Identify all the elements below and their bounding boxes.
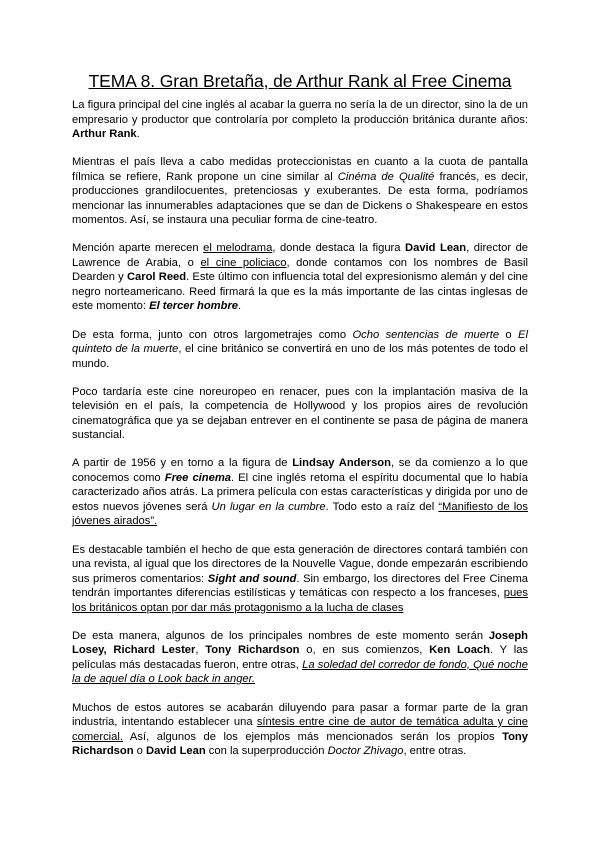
text-run: o	[133, 745, 146, 757]
paragraph	[72, 385, 528, 443]
emphasized-text: David Lean	[405, 242, 467, 255]
emphasized-text: el cine policiaco	[200, 256, 287, 269]
emphasized-text: Doctor Zhivago	[327, 745, 404, 757]
emphasized-text: “Manifiesto de los jóvenes airados”.	[72, 500, 528, 528]
text-run: francés, es decir, producciones grandilocuentes, pretenciosas y exuberantes. De esta forma, podríamos mencionar las innumerables adaptaciones que se dan de Dickens o Shakespeare en estos momentos. Así, se instaura una peculiar forma de cine-teatro.	[72, 170, 528, 227]
paragraph	[72, 543, 528, 616]
text-run: De esta forma, junto con otros largometrajes como	[72, 328, 353, 341]
emphasized-text: Tony Richardson	[205, 644, 300, 657]
text-run: . Este último con influencia total del expresionismo alemán y del cine negro norteamericano. Reed firmará la que es la más importante de las cintas inglesas de este momento:	[72, 271, 529, 313]
emphasized-text: Tony Richardson	[72, 730, 528, 757]
paragraph	[72, 155, 528, 228]
paragraph	[72, 701, 528, 759]
emphasized-text: Lindsay Anderson	[292, 457, 391, 470]
text-run: , el cine británico se convertirá en uno de los más potentes de todo el mundo.	[72, 343, 528, 370]
emphasized-text: El tercer hombre	[149, 300, 239, 313]
text-run: . Sin embargo, los directores del Free Cinema tendrán importantes diferencias estilísticas y temáticas con respecto a los franceses,	[72, 572, 528, 600]
text-run: , se da comienzo a lo que conocemos como	[72, 457, 528, 484]
text-run: . Y las películas más destacadas fueron, entre otras,	[72, 644, 529, 671]
emphasized-text: Joseph Losey, Richard Lester	[72, 629, 528, 657]
emphasized-text: pues los británicos optan por dar más protagonismo a la lucha de clases	[72, 587, 528, 614]
text-run: Mientras el país lleva a cabo medidas proteccionistas en cuanto a la cuota de pantalla fílmica se refiere, Rank propone un cine similar al	[72, 156, 528, 183]
text-run: Así, algunos de los ejemplos más mencionados serán los propios	[122, 730, 503, 743]
emphasized-text: David Lean	[146, 745, 206, 757]
text-run: , donde destaca la figura	[272, 242, 406, 255]
paragraph	[72, 241, 528, 314]
emphasized-text: Cinéma de Qualité	[337, 170, 435, 183]
paragraph	[72, 98, 528, 142]
text-run: , entre otras.	[403, 745, 467, 757]
emphasized-text: Free cinema	[164, 471, 231, 484]
paragraph	[72, 629, 528, 687]
emphasized-text: Un lugar en la cumbre	[211, 500, 326, 513]
document-title: TEMA 8. Gran Bretaña, de Arthur Rank al Free Cinema	[88, 71, 512, 91]
text-run: La figura principal del cine inglés al acabar la guerra no sería la de un director, sino la de un empresario y productor que controlaría por completo la producción británica durante años:	[72, 99, 528, 126]
emphasized-text: el melodrama	[203, 242, 273, 255]
document-page	[72, 70, 528, 772]
emphasized-text: síntesis entre cine de autor de temática adulta y cine comercial.	[72, 716, 528, 743]
text-run: Poco tardaría este cine noreuropeo en renacer, pues con la implantación masiva de la televisión en el país, la competencia de Hollywood y los propios aires de revolución cinematográfica que ya se dejaban entrever en el continente se pasa de página de manera sustancial.	[72, 385, 528, 442]
text-run: Mención aparte merecen	[72, 242, 204, 255]
text-run: A partir de 1956 y en torno a la figura de	[72, 457, 293, 470]
text-run: con la superproducción	[205, 745, 328, 757]
text-run: o	[499, 328, 519, 341]
text-run: ,	[195, 644, 206, 657]
text-run: De esta manera, algunos de los principales nombres de este momento serán	[72, 629, 489, 642]
text-run: .	[136, 128, 140, 140]
emphasized-text: La soledad del corredor de fondo, Qué noche la de aquel día o Look back in anger.	[72, 658, 528, 686]
text-run: , director de Lawrence de Arabia, o	[72, 242, 529, 269]
text-run: o, en sus comienzos,	[299, 644, 430, 657]
emphasized-text: Carol Reed	[126, 271, 187, 284]
emphasized-text: Ken Loach	[429, 644, 490, 657]
text-run: . Todo esto a raíz del	[325, 500, 439, 513]
emphasized-text: El quinteto de la muerte	[72, 328, 528, 356]
emphasized-text: Arthur Rank	[72, 128, 137, 140]
text-run: . El cine inglés retoma el espíritu documental que lo había caracterizado años atrás. La primera película con estas características y dirigida por uno de estos nuevos jóvenes será	[72, 471, 528, 513]
emphasized-text: Sight and sound	[207, 572, 297, 585]
text-run: .	[238, 300, 242, 313]
text-run: , donde contamos con los nombres de Basil Dearden y	[72, 256, 528, 284]
text-run: Es destacable también el hecho de que esta generación de directores contará también con una revista, al igual que los directores de la Nouvelle Vague, donde empezarán escribiendo sus primeros comentarios:	[72, 543, 528, 585]
emphasized-text: Ocho sentencias de muerte	[352, 328, 500, 341]
paragraph	[72, 328, 528, 372]
paragraph	[72, 456, 528, 529]
document-body	[72, 98, 528, 759]
text-run: Muchos de estos autores se acabarán diluyendo para pasar a formar parte de la gran industria, intentando establecer una	[72, 701, 528, 728]
